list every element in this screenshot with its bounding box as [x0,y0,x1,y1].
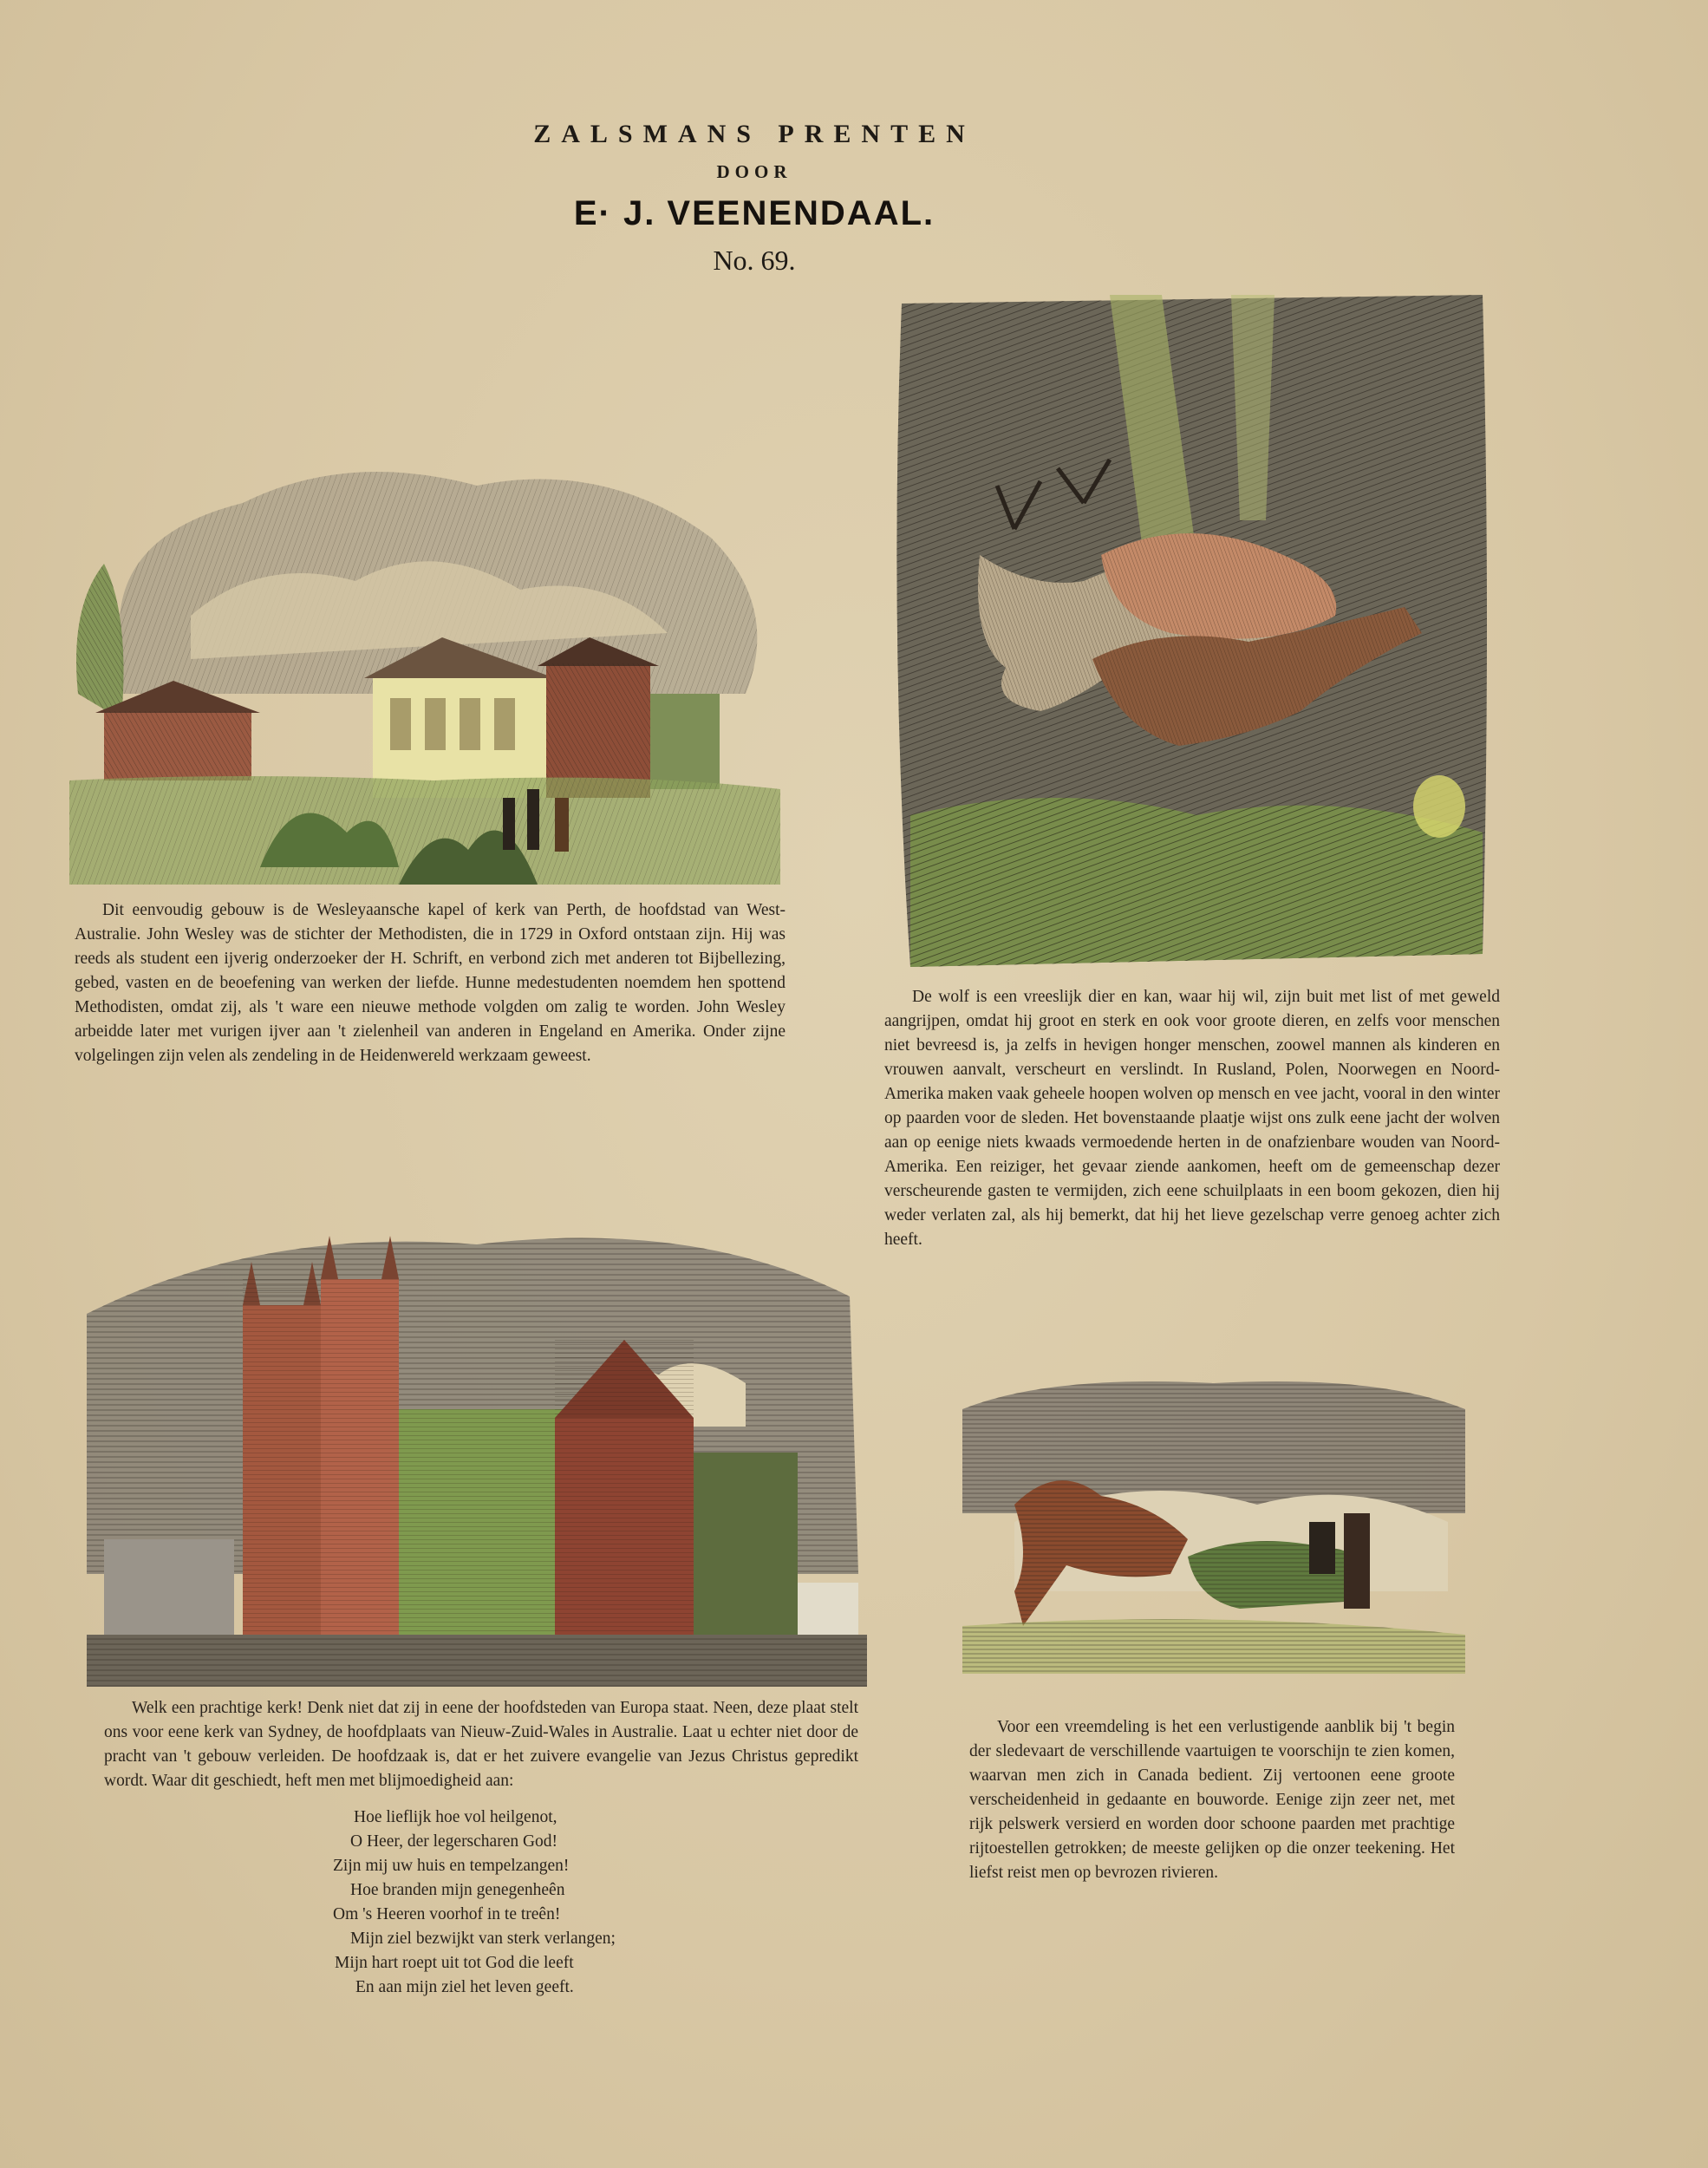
poem-line: Mijn ziel bezwijkt van sterk verlangen; [350,1930,616,1948]
publisher-name: E· J. VEENENDAAL. [573,194,935,232]
poem-line: Hoe branden mijn genegenheên [350,1881,565,1899]
caption-text: Dit eenvoudig gebouw is de Wesleyaansche kapel of kerk van Perth, de hoofdstad van West-Australie. John Wesley was de stichter der Methodisten, die in 1729 in Oxford ontstaan zijn. Hij was reeds als student een ijverig onderzoeker der H. Schrift, en verbond zich met anderen tot Bijbellezing, gebed, vasten en de beoefening van werken der liefde. Hunne medestudenten noemdem hen spottend Methodisten, omdat zij, als 't ware een nieuwe methode volgden om zalig te worden. John Wesley arbeidde later met vurigen ijver aan 't zielenheil van anderen in Engeland en Amerika. Onder zijne volgelingen zijn velen als zendeling in de Heidenwereld werkzaam geweest. [75,901,786,1065]
caption-text: Voor een vreemdeling is het een verlustigende aanblik bij 't begin der sledevaart de verschillende vaartuigen te voorschijn te zien komen, waarvan men zich in Canada bedient. Zij vertoonen eene groote verscheidenheid in gedaante en bouworde. Eenige zijn zeer net, met rijk pelswerk versierd en worden door schoone paarden met prachtige rijtoestellen getrokken; de meeste gelijken op die onzer teekening. Het liefst reist men op bevrozen rivieren. [969,1718,1455,1882]
illustration-sleigh [962,1375,1465,1674]
poem-line: Mijn hart roept uit tot God die leeft [335,1954,574,1972]
poem-line: En aan mijn ziel het leven geeft. [355,1978,574,1996]
caption-text: Welk een prachtige kerk! Denk niet dat zij in eene der hoofdsteden van Europa staat. Neen, deze plaat stelt ons voor eene kerk van Sydney, de hoofdplaats van Nieuw-Zuid-Wales in Australie. Laat u echter niet door de pracht van 't gebouw verleiden. De hoofdzaak is, dat er het zuivere evangelie van Jezus Christus gepredikt wordt. Waar dit geschiedt, heft men met blijmoedigheid aan: [104,1699,858,1790]
illustration-sydney-church [87,1210,867,1687]
sleigh-engraving [962,1375,1465,1674]
poem-line: O Heer, der legerscharen God! [350,1832,558,1851]
print-number: No. 69. [713,245,796,276]
hymn-verse [295,1806,746,2000]
caption-sleigh [969,1715,1455,1885]
caption-sydney-church [104,1696,858,1793]
caption-perth-chapel [75,898,786,1068]
poem-line: Hoe lieflijk hoe vol heilgenot, [354,1808,557,1826]
illustration-wolf-hunt [884,295,1491,971]
series-title: ZALSMANS PRENTEN [533,120,975,148]
by-line: DOOR [716,161,792,182]
caption-wolves [884,985,1500,1252]
poem-line: Zijn mij uw huis en tempelzangen! [333,1857,570,1875]
caption-text: De wolf is een vreeslijk dier en kan, waar hij wil, zijn buit met list of met geweld aangrijpen, omdat hij groot en sterk en ook voor groote dieren, en zelfs voor menschen niet bevreesd is, ja zelfs in hevigen honger menschen, zoowel mannen als kinderen en vrouwen aanvalt, verscheurt en verslindt. In Rusland, Polen, Noorwegen en Noord-Amerika maken vaak geheele hoopen wolven op mensch en vee jacht, vooral in den winter op paarden voor de sleden. Het bovenstaande plaatje wijst ons zulk eene jacht der wolven aan op eenige niets kwaads vermoedende herten in de onafzienbare wouden van Noord-Amerika. Een reiziger, het gevaar ziende aankomen, heeft om de gemeenschap dezer verscheurende gasten te vermijden, zich eene schuilplaats in een boom gekozen, dien hij weder verlaten zal, als hij bemerkt, dat hij het lieve gezelschap verre genoeg achter zich heeft. [884,988,1500,1249]
wolf-engraving [884,295,1491,971]
chapel-engraving [69,434,780,885]
church-engraving [87,1210,867,1687]
poem-line: Om 's Heeren voorhof in te treên! [333,1905,561,1923]
illustration-perth-chapel [69,434,780,885]
